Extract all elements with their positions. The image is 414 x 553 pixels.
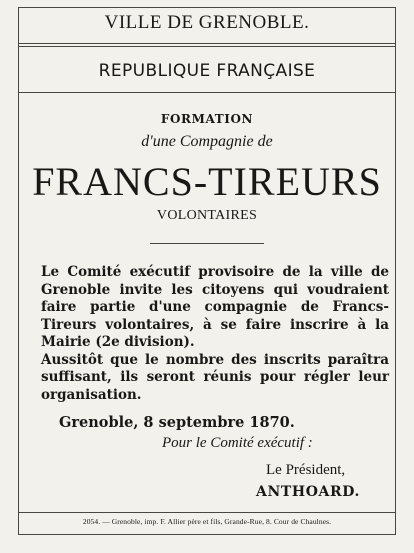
- city-heading: VILLE DE GRENOBLE.: [104, 12, 310, 33]
- short-divider: [150, 243, 264, 244]
- formation-label: FORMATION: [160, 112, 254, 126]
- volunteers-label: VOLONTAIRES: [156, 208, 258, 223]
- notice-body: [41, 264, 389, 404]
- divider: [18, 512, 396, 513]
- printer-line: 2054. — Grenoble, imp. F. Allier père et fils, Grande-Rue, 8. Cour de Chaulnes.: [82, 517, 332, 526]
- republic-heading: REPUBLIQUE FRANÇAISE: [98, 61, 316, 81]
- for-committee: Pour le Comité exécutif :: [162, 435, 313, 451]
- subtitle: d'une Compagnie de: [141, 133, 273, 150]
- divider: [18, 46, 396, 47]
- divider: [18, 92, 396, 93]
- headline: FRANCS-TIREURS: [32, 159, 382, 204]
- divider: [18, 43, 396, 44]
- dateline: Grenoble, 8 septembre 1870.: [59, 414, 295, 431]
- signature: ANTHOARD.: [256, 484, 360, 500]
- paragraph-assembly: Aussitôt que le nombre des inscrits paraîtra suffisant, ils seront réunis pour régler leur organisation.: [41, 351, 389, 403]
- president-title: Le Président,: [266, 462, 346, 478]
- paragraph-invitation: Le Comité exécutif provisoire de la ville de Grenoble invite les citoyens qui voudraient faire partie d'une compagnie de Francs-Tireurs volontaires, à se faire inscrire à la Mairie (2e division).: [41, 264, 389, 350]
